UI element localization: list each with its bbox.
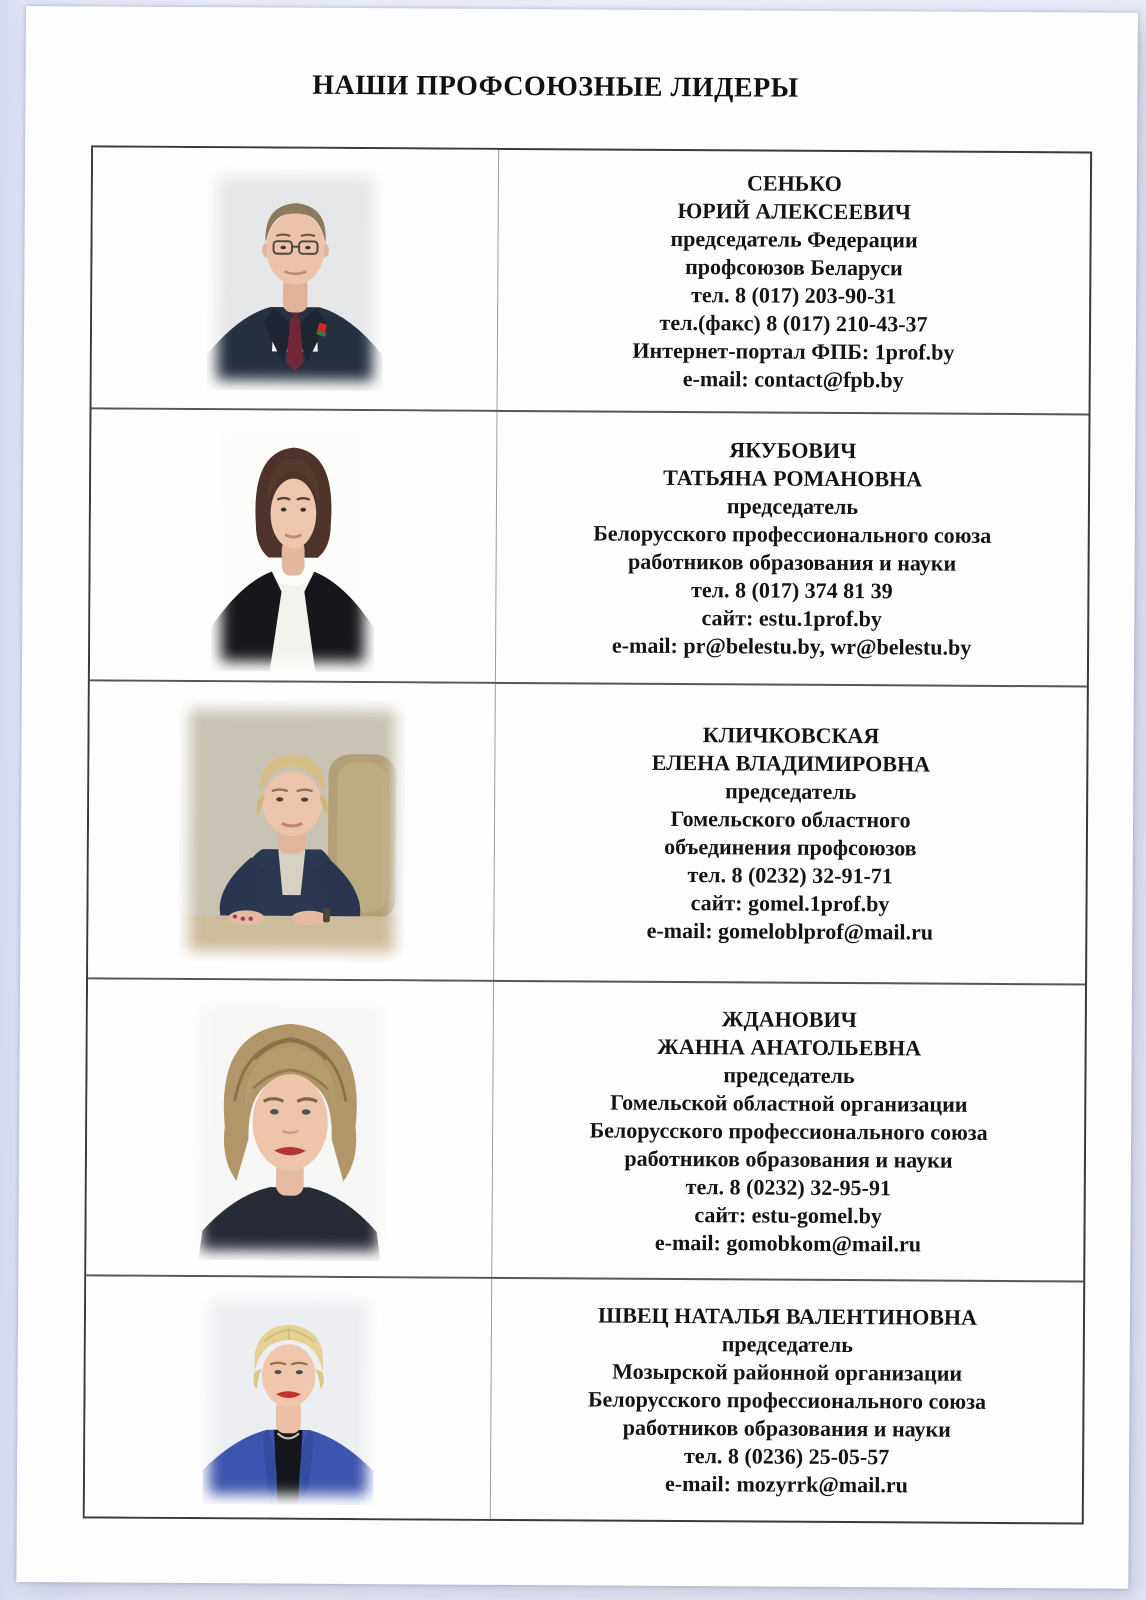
site-line: сайт: estu.1prof.by <box>701 605 883 632</box>
site-line: сайт: estu-gomel.by <box>694 1201 882 1228</box>
org-line: Белорусского профессионального союза <box>593 520 992 548</box>
email-line: e-mail: gomeloblprof@mail.ru <box>646 917 934 945</box>
role-line: председатель <box>723 1061 855 1088</box>
woman-portrait-illustration <box>198 1290 377 1505</box>
page-title: НАШИ ПРОФСОЮЗНЫЕ ЛИДЕРЫ <box>312 69 799 104</box>
woman-portrait-illustration <box>211 419 376 672</box>
photo-cell <box>88 681 495 979</box>
man-portrait-illustration <box>206 166 383 391</box>
email-line: e-mail: mozyrrk@mail.ru <box>664 1470 908 1498</box>
org-line: Белорусского профессионального союза <box>589 1116 988 1145</box>
portal-line: Интернет-портал ФПБ: 1prof.by <box>632 337 955 365</box>
photo-cell <box>90 409 497 681</box>
leader-name: ЕЛЕНА ВЛАДИМИРОВНА <box>651 749 931 777</box>
org-line: работников образования и науки <box>622 1414 951 1442</box>
role-line: председатель <box>725 778 857 805</box>
org-line: Мозырской районной организации <box>612 1358 963 1386</box>
site-line: сайт: gomel.1prof.by <box>690 890 890 917</box>
fax-line: тел.(факс) 8 (017) 210-43-37 <box>659 309 928 337</box>
table-row <box>88 679 1087 983</box>
table-row <box>90 407 1089 685</box>
leader-name: ЮРИЙ АЛЕКСЕЕВИЧ <box>677 197 912 225</box>
phone-line: тел. 8 (017) 203-90-31 <box>691 282 897 309</box>
email-line: e-mail: contact@fpb.by <box>682 366 904 393</box>
email-line: e-mail: gomobkom@mail.ru <box>654 1229 922 1256</box>
leader-surname: КЛИЧКОВСКАЯ <box>702 722 880 749</box>
photo-cell <box>86 979 493 1276</box>
leader-surname: СЕНЬКО <box>746 170 842 196</box>
leader-info <box>491 982 1085 1281</box>
org-line: Гомельской областной организации <box>610 1089 968 1117</box>
table-row <box>86 977 1085 1280</box>
photo-cell <box>92 147 499 409</box>
photo-cell <box>85 1276 491 1518</box>
portrait-klichkovskaya <box>178 699 406 962</box>
leader-info <box>490 1279 1083 1523</box>
leader-name: ЖАННА АНАТОЛЬЕВНА <box>657 1033 922 1060</box>
portrait-shvets <box>198 1290 377 1505</box>
portrait-senko <box>206 166 383 391</box>
role-line: председатель <box>721 1331 853 1358</box>
org-line: работников образования и науки <box>627 548 957 576</box>
table-row <box>92 147 1091 413</box>
org-line: Гомельского областного <box>670 805 911 833</box>
leader-name: ШВЕЦ НАТАЛЬЯ ВАЛЕНТИНОВНА <box>598 1302 978 1330</box>
leader-name: ТАТЬЯНА РОМАНОВНА <box>663 464 923 492</box>
leader-surname: ЯКУБОВИЧ <box>729 437 857 464</box>
org-line: работников образования и науки <box>624 1145 953 1173</box>
role-line: председатель Федерации <box>670 225 918 253</box>
leaders-table <box>83 145 1092 1524</box>
phone-line: тел. 8 (0232) 32-95-91 <box>685 1173 891 1200</box>
phone-line: тел. 8 (0236) 25-05-57 <box>683 1443 890 1470</box>
leader-info <box>495 412 1089 686</box>
document-page <box>16 6 1138 1589</box>
portrait-yakubovich <box>211 419 376 672</box>
table-row <box>85 1274 1083 1522</box>
phone-line: тел. 8 (017) 374 81 39 <box>691 577 893 604</box>
email-line: e-mail: pr@belestu.by, wr@belestu.by <box>611 632 972 660</box>
woman-portrait-illustration <box>178 699 406 962</box>
org-line: Белорусского профессионального союза <box>587 1386 987 1414</box>
leader-info <box>497 150 1091 414</box>
org-line: объединения профсоюзов <box>664 833 917 861</box>
woman-portrait-illustration <box>190 996 390 1261</box>
leader-info <box>493 684 1087 984</box>
leader-surname: ЖДАНОВИЧ <box>721 1005 857 1032</box>
role-line: профсоюзов Беларуси <box>685 254 903 281</box>
portrait-zhdanovich <box>190 996 390 1261</box>
phone-line: тел. 8 (0232) 32-91-71 <box>687 862 893 889</box>
role-line: председатель <box>726 493 859 520</box>
